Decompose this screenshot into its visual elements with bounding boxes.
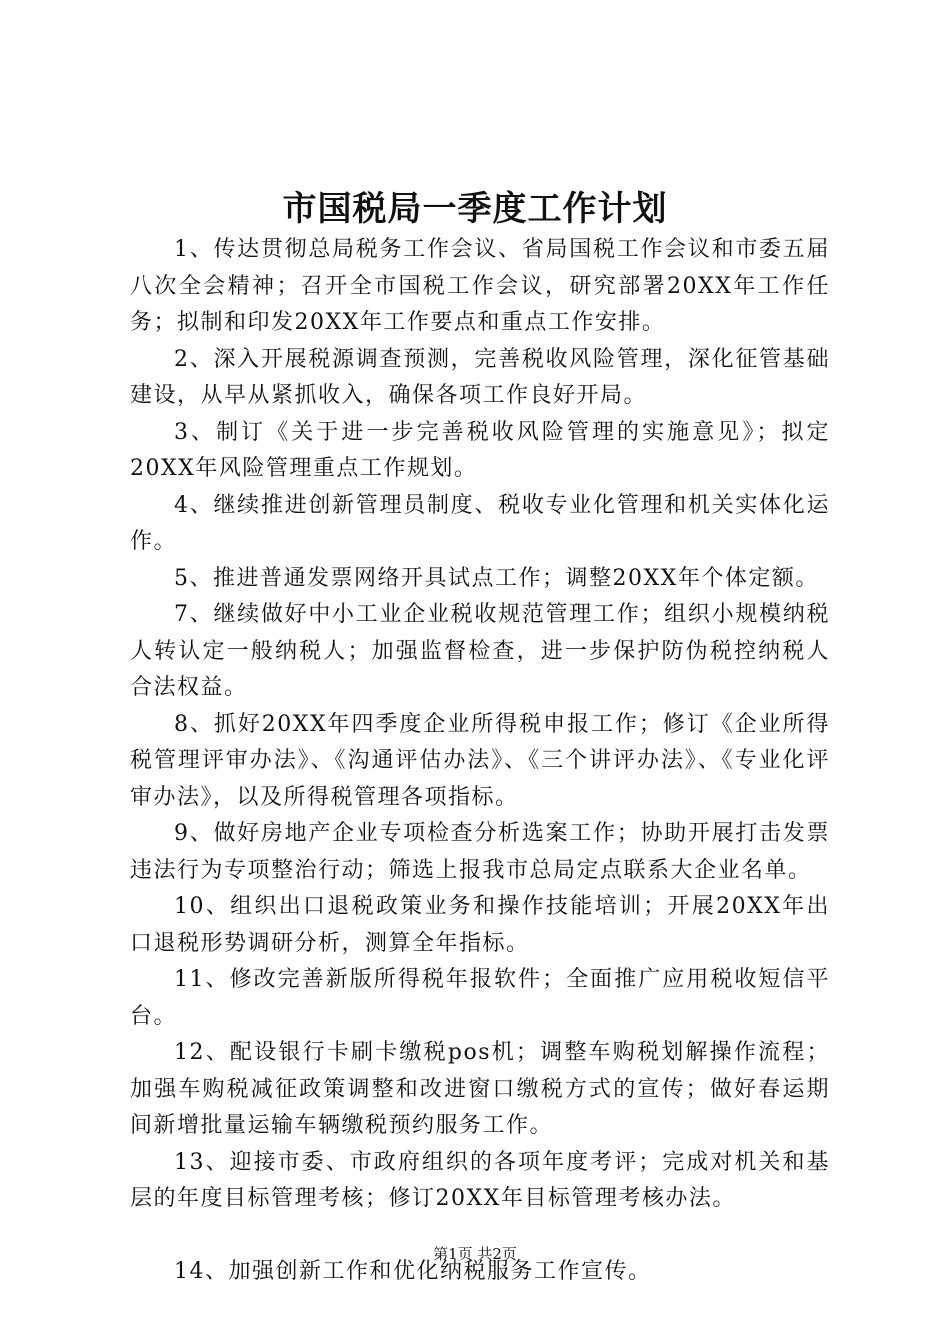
paragraph-7: 7、继续做好中小工业企业税收规范管理工作；组织小规模纳税人转认定一般纳税人；加强监督检查，进一步保护防伪税控纳税人合法权益。 xyxy=(130,602,830,700)
paragraph-14: 14、加强创新工作和优化纳税服务工作宣传。 xyxy=(174,1258,652,1284)
paragraph-13: 13、迎接市委、市政府组织的各项年度考评；完成对机关和基层的年度目标管理考核；修订20XX年目标管理考核办法。 xyxy=(130,1149,830,1211)
paragraph-10: 10、组织出口退税政策业务和操作技能培训；开展20XX年出口退税形势调研分析，测算全年指标。 xyxy=(130,894,830,956)
paragraph-4: 4、继续推进创新管理员制度、税收专业化管理和机关实体化运作。 xyxy=(130,492,830,554)
document-title: 市国税局一季度工作计划 xyxy=(282,189,668,229)
paragraph-12: 12、配设银行卡刷卡缴税pos机；调整车购税划解操作流程；加强车购税减征政策调整和改进窗口缴税方式的宣传；做好春运期间新增批量运输车辆缴税预约服务工作。 xyxy=(130,1040,830,1138)
paragraph-1: 1、传达贯彻总局税务工作会议、省局国税工作会议和市委五届八次全会精神；召开全市国税工作会议，研究部署20XX年工作任务；拟制和印发20XX年工作要点和重点工作安排。 xyxy=(130,237,830,335)
paragraph-2: 2、深入开展税源调查预测，完善税收风险管理，深化征管基础建设，从早从紧抓收入，确保各项工作良好开局。 xyxy=(130,346,830,408)
paragraph-9: 9、做好房地产企业专项检查分析选案工作；协助开展打击发票违法行为专项整治行动；筛选上报我市总局定点联系大企业名单。 xyxy=(130,821,830,883)
document-body xyxy=(130,232,830,1290)
page-footer: 第1页 共2页 xyxy=(433,1245,517,1263)
paragraph-5: 5、推进普通发票网络开具试点工作；调整20XX年个体定额。 xyxy=(174,565,819,591)
paragraph-8: 8、抓好20XX年四季度企业所得税申报工作；修订《企业所得税管理评审办法》、《沟通评估办法》、《三个讲评办法》、《专业化评审办法》，以及所得税管理各项指标。 xyxy=(130,711,830,810)
paragraph-11: 11、修改完善新版所得税年报软件；全面推广应用税收短信平台。 xyxy=(130,967,830,1029)
paragraph-3: 3、制订《关于进一步完善税收风险管理的实施意见》；拟定20XX年风险管理重点工作规划。 xyxy=(130,419,830,481)
